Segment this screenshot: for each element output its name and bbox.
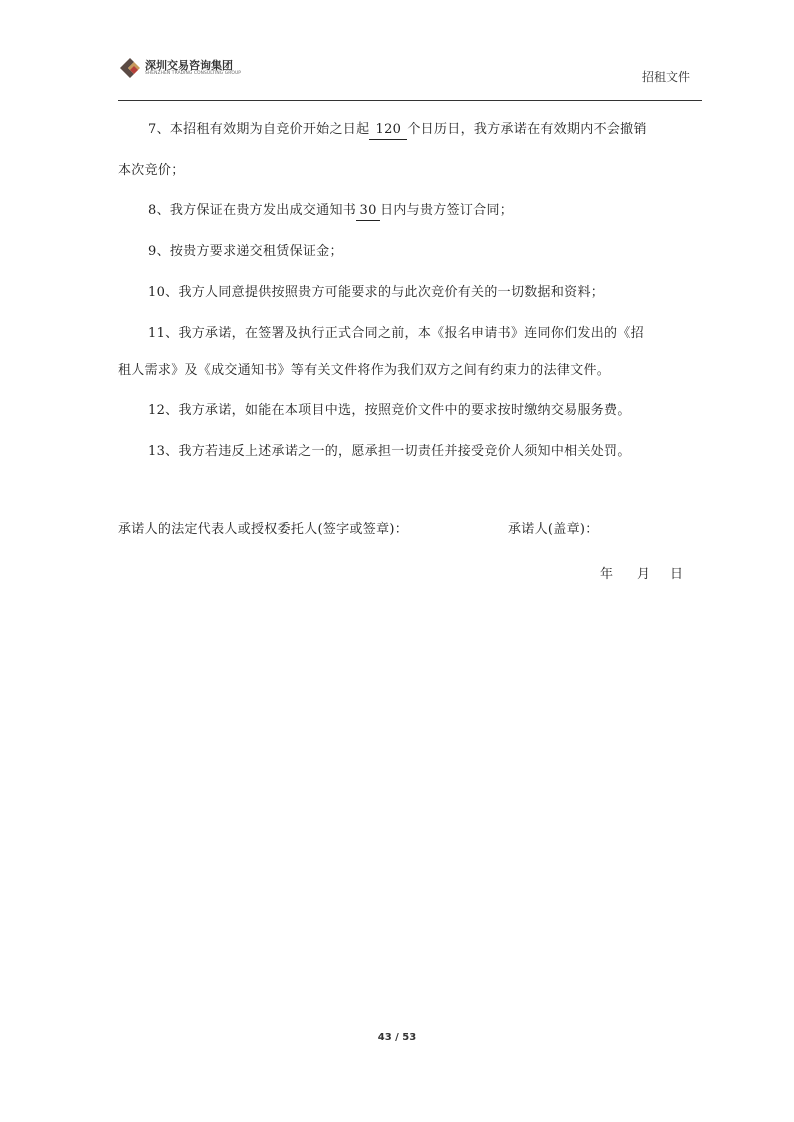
- clause-9: 9、按贵方要求递交租赁保证金；: [148, 244, 343, 259]
- clause-13: 13、我方若违反上述承诺之一的，愿承担一切责任并接受竞价人须知中相关处罚。: [148, 444, 631, 459]
- clause-8-text-b: 日内与贵方签订合同；: [380, 203, 514, 218]
- date-year: 年: [600, 567, 614, 582]
- date-day: 日: [670, 567, 684, 582]
- page-header: [118, 52, 702, 102]
- clause-7-text-a: 7、本招租有效期为自竞价开始之日起: [148, 122, 370, 137]
- clause-7-line-1: [148, 121, 647, 140]
- page-number: 43 / 53: [377, 1032, 417, 1043]
- date-month: 月: [637, 567, 651, 582]
- logo-mark-icon: [118, 56, 142, 80]
- logo-chinese-name: 深圳交易咨询集团: [145, 59, 233, 72]
- document-title: 招租文件: [641, 70, 690, 84]
- contract-days-field: 30: [356, 202, 380, 221]
- seal-label: 承诺人(盖章)：: [508, 522, 599, 537]
- clause-11-line-2: 租人需求》及《成交通知书》等有关文件将作为我们双方之间有约束力的法律文件。: [118, 363, 611, 378]
- clause-7-line-2: 本次竞价；: [118, 163, 185, 178]
- clause-8-text-a: 8、我方保证在贵方发出成交通知书: [148, 203, 357, 218]
- company-logo: [118, 56, 248, 84]
- clause-10: 10、我方人同意提供按照贵方可能要求的与此次竞价有关的一切数据和资料；: [148, 285, 605, 300]
- validity-days-field: 120: [369, 121, 407, 140]
- clause-12: 12、我方承诺，如能在本项目中选，按照竞价文件中的要求按时缴纳交易服务费。: [148, 403, 631, 418]
- clause-8: [148, 202, 513, 221]
- logo-english-name: SHENZHEN TRADING CONSULTING GROUP: [145, 71, 242, 76]
- representative-signature-label: 承诺人的法定代表人或授权委托人(签字或签章)：: [118, 522, 409, 537]
- clause-7-text-b: 个日历日，我方承诺在有效期内不会撤销: [407, 122, 647, 137]
- clause-11-line-1: 11、我方承诺，在签署及执行正式合同之前，本《报名申请书》连同你们发出的《招: [148, 326, 644, 341]
- header-divider: [118, 100, 702, 101]
